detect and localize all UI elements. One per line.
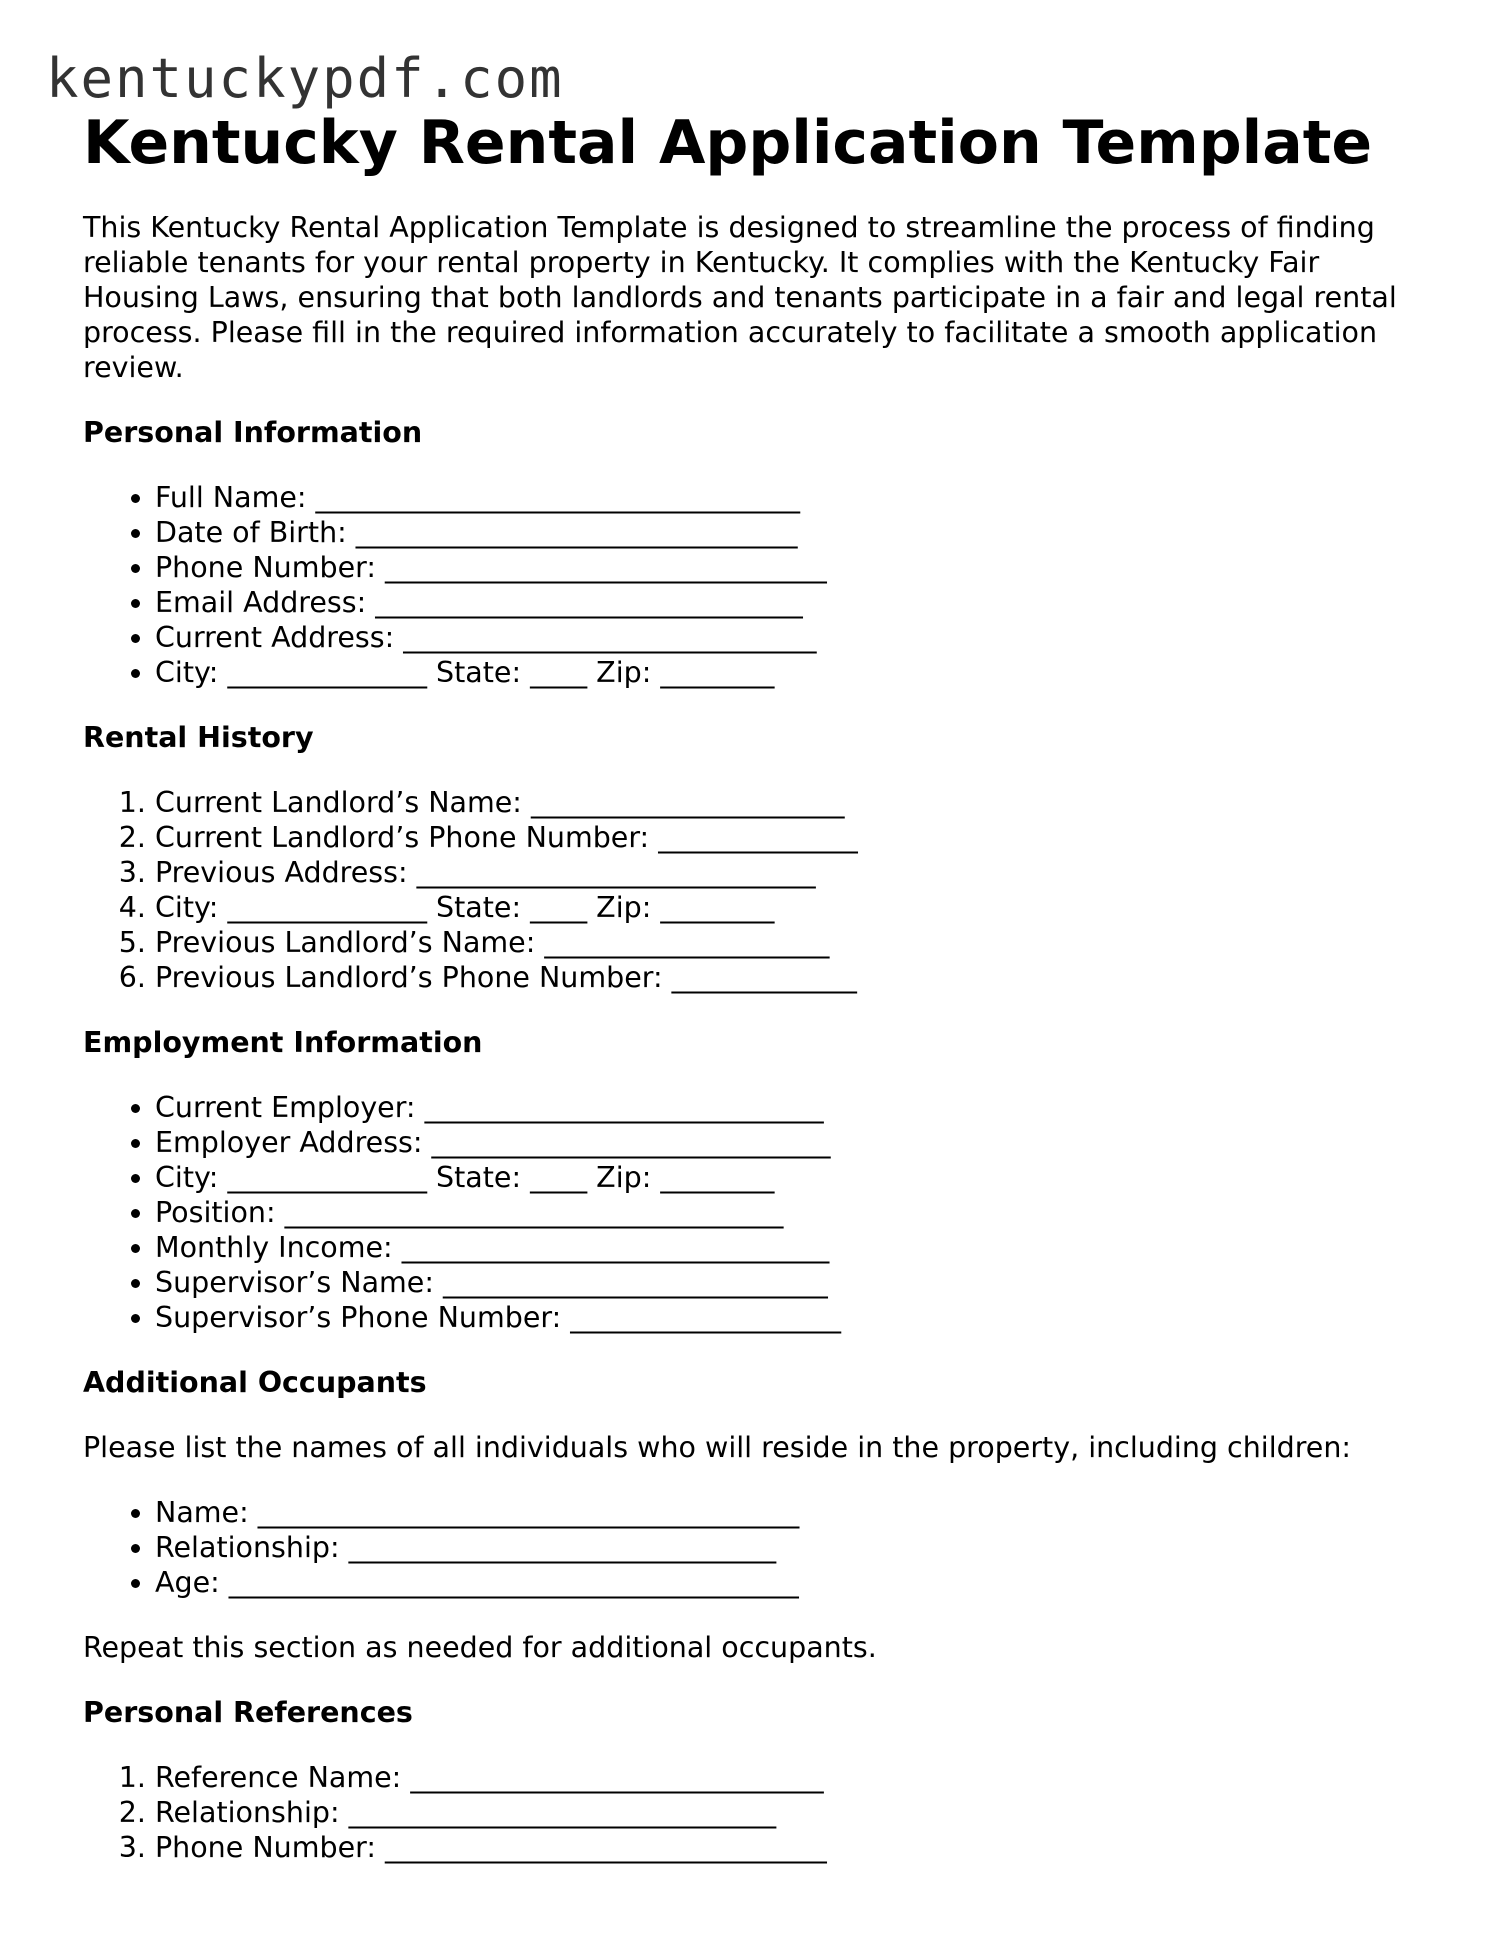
field-supervisor-phone[interactable]: • Supervisor’s Phone Number: ___________________ (155, 1300, 1423, 1335)
intro-paragraph: This Kentucky Rental Application Template is designed to streamline the process of finding reliable tenants for your rental property in Kentucky. It complies with the Kentucky Fair Housing Laws, ensuring that both landlords and tenants participate in a fair and legal rental process. Please fill in the required information accurately to facilitate a smooth application review. (83, 211, 1397, 384)
occupants-instruction: Please list the names of all individuals who will reside in the property, including children: (83, 1431, 1351, 1464)
field-date-of-birth[interactable]: • Date of Birth: _______________________________ (155, 515, 1423, 550)
field-email-address[interactable]: • Email Address: ______________________________ (155, 585, 1423, 620)
field-full-name[interactable]: • Full Name: __________________________________ (155, 480, 1423, 515)
field-current-employer[interactable]: • Current Employer: ____________________________ (155, 1090, 1423, 1125)
field-current-landlord-name[interactable]: 1. Current Landlord’s Name: ______________________ (155, 785, 1423, 820)
occupants-heading: Additional Occupants (83, 1366, 427, 1399)
field-reference-name[interactable]: 1. Reference Name: _____________________________ (155, 1760, 1423, 1795)
field-reference-relationship[interactable]: 2. Relationship: ______________________________ (155, 1795, 1423, 1830)
document-title: Kentucky Rental Application Template (83, 108, 1373, 178)
rental-history-heading: Rental History (83, 721, 314, 754)
field-previous-landlord-name[interactable]: 5. Previous Landlord’s Name: ____________________ (155, 925, 1423, 960)
field-supervisor-name[interactable]: • Supervisor’s Name: ___________________________ (155, 1265, 1423, 1300)
field-reference-phone[interactable]: 3. Phone Number: _______________________________ (155, 1830, 1423, 1865)
document-page (83, 98, 1423, 1865)
employment-info-heading: Employment Information (83, 1026, 483, 1059)
field-occupant-age[interactable]: • Age: ________________________________________ (155, 1565, 1423, 1600)
field-monthly-income[interactable]: • Monthly Income: ______________________________ (155, 1230, 1423, 1265)
field-occupant-name[interactable]: • Name: ______________________________________ (155, 1495, 1423, 1530)
occupants-note: Repeat this section as needed for additional occupants. (83, 1631, 877, 1664)
field-previous-landlord-phone[interactable]: 6. Previous Landlord’s Phone Number: _____________ (155, 960, 1423, 995)
field-phone-number[interactable]: • Phone Number: _______________________________ (155, 550, 1423, 585)
field-employer-address[interactable]: • Employer Address: ____________________________ (155, 1125, 1423, 1160)
field-city-state-zip[interactable]: • City: ______________ State: ____ Zip: ________ (155, 655, 1423, 690)
watermark: kentuckypdf.com (46, 47, 564, 110)
field-previous-address[interactable]: 3. Previous Address: ____________________________ (155, 855, 1423, 890)
references-list (83, 1760, 1423, 1865)
field-current-landlord-phone[interactable]: 2. Current Landlord’s Phone Number: ______________ (155, 820, 1423, 855)
field-employer-city-state-zip[interactable]: • City: ______________ State: ____ Zip: ________ (155, 1160, 1423, 1195)
references-heading: Personal References (83, 1696, 413, 1729)
employment-info-list (83, 1090, 1423, 1335)
field-position[interactable]: • Position: ___________________________________ (155, 1195, 1423, 1230)
occupants-list (83, 1495, 1423, 1600)
personal-info-list (83, 480, 1423, 690)
field-occupant-relationship[interactable]: • Relationship: ______________________________ (155, 1530, 1423, 1565)
field-current-address[interactable]: • Current Address: _____________________________ (155, 620, 1423, 655)
personal-info-heading: Personal Information (83, 416, 423, 449)
field-previous-city-state-zip[interactable]: 4. City: ______________ State: ____ Zip: ________ (155, 890, 1423, 925)
rental-history-list (83, 785, 1423, 995)
